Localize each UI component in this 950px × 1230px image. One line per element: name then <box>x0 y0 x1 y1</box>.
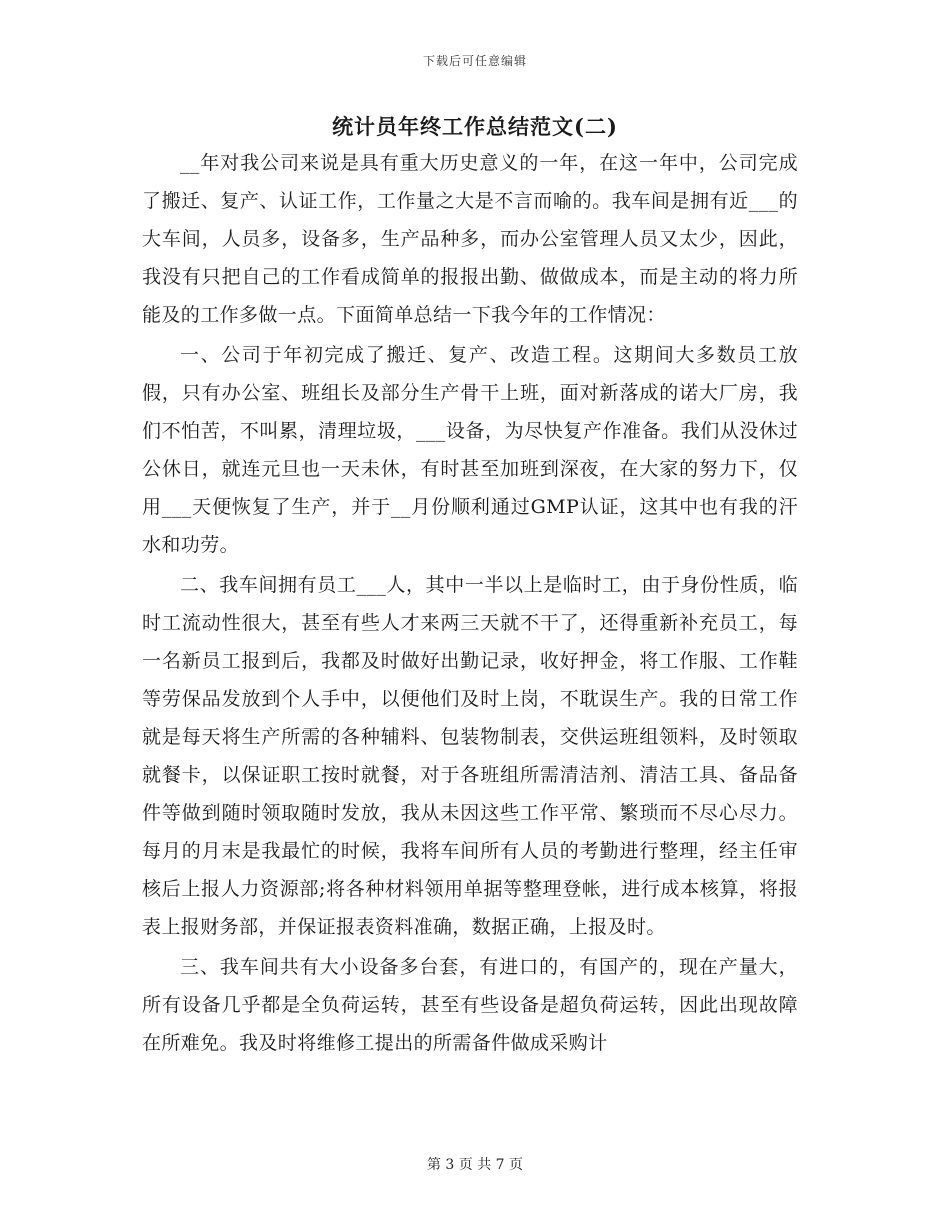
page-header-note: 下载后可任意编辑 <box>422 54 527 68</box>
document-title: 统计员年终工作总结范文(二) <box>332 114 618 139</box>
page-number: 第 3 页 共 7 页 <box>426 1157 524 1173</box>
paragraph-section-2: 二、我车间拥有员工___人，其中一半以上是临时工，由于身份性质，临时工流动性很大，甚至有些人才来两三天就不干了，还得重新补充员工，每一名新员工报到后，我都及时做好出勤记录，收好押金，将工作服、工作鞋等劳保品发放到个人手中，以便他们及时上岗，不耽误生产。我的日常工作就是每天将生产所需的各种辅料、包装物制表，交供运班组领料，及时领取就餐卡，以保证职工按时就餐，对于各班组所需清洁剂、清洁工具、备品备件等做到随时领取随时发放，我从未因这些工作平常、繁琐而不尽心尽力。每月的月末是我最忙的时候，我将车间所有人员的考勤进行整理，经主任审核后上报人力资源部;将各种材料领用单据等整理登帐，进行成本核算，将报表上报财务部，并保证报表资料准确，数据正确，上报及时。 <box>142 574 798 938</box>
paragraph-section-3: 三、我车间共有大小设备多台套，有进口的，有国产的，现在产量大，所有设备几乎都是全负荷运转，甚至有些设备是超负荷运转，因此出现故障在所难免。我及时将维修工提出的所需备件做成采购计 <box>142 956 798 1054</box>
paragraph-intro: __年对我公司来说是具有重大历史意义的一年，在这一年中，公司完成了搬迁、复产、认证工作，工作量之大是不言而喻的。我车间是拥有近___的大车间，人员多，设备多，生产品种多，而办公室管理人员又太少，因此，我没有只把自己的工作看成简单的报报出勤、做做成本，而是主动的将力所能及的工作多做一点。下面简单总结一下我今年的工作情况： <box>142 152 798 326</box>
paragraph-section-1: 一、公司于年初完成了搬迁、复产、改造工程。这期间大多数员工放假，只有办公室、班组长及部分生产骨干上班，面对新落成的诺大厂房，我们不怕苦，不叫累，清理垃圾，___设备，为尽快复产作准备。我们从没休过公休日，就连元旦也一天未休，有时甚至加班到深夜，在大家的努力下，仅用___天便恢复了生产，并于__月份顺利通过GMP认证，这其中也有我的汗水和功劳。 <box>142 344 798 556</box>
document-body <box>142 144 798 1064</box>
